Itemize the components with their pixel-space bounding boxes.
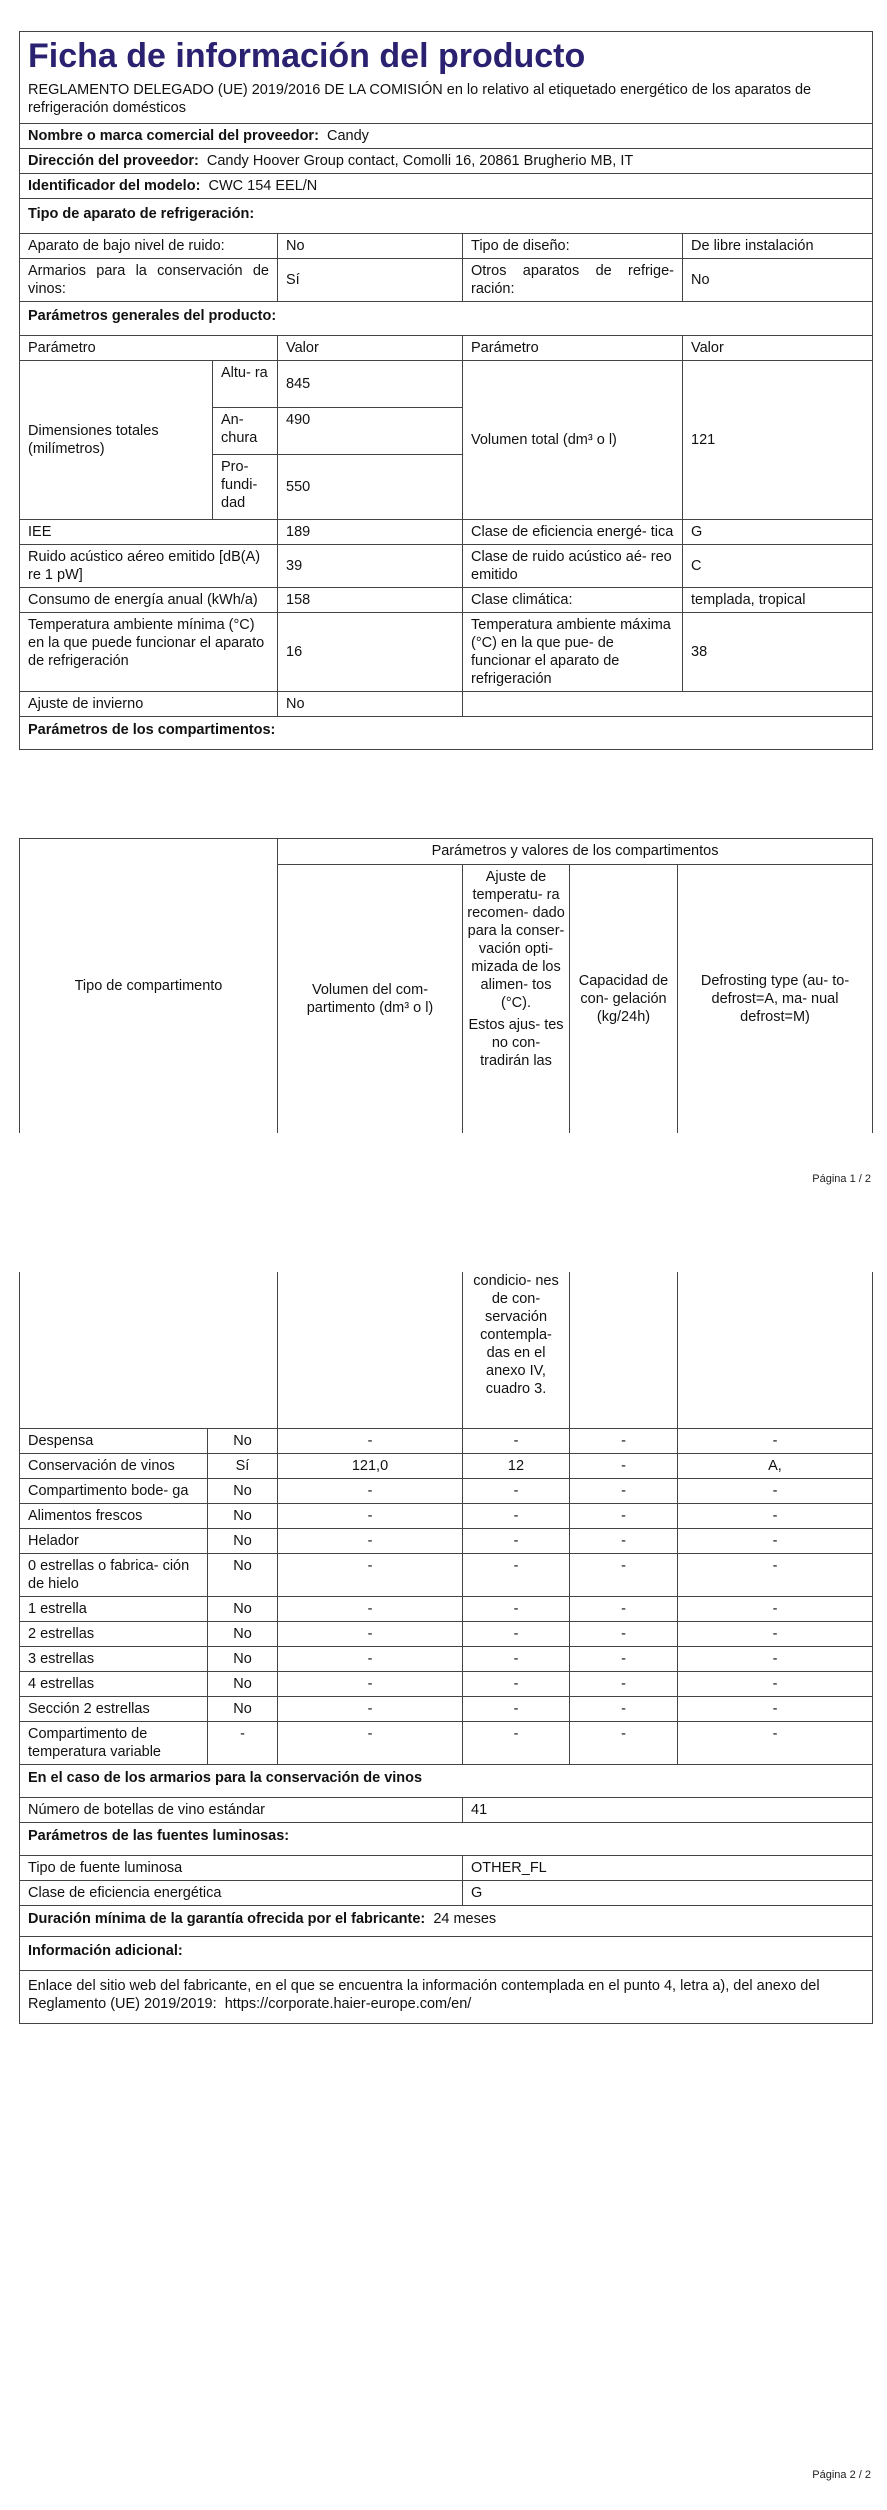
compartment-volume: 121,0 (278, 1454, 463, 1479)
compartment-present: No (208, 1647, 278, 1672)
width-value: 490 (278, 408, 463, 455)
compartment-type-header: Tipo de compartimento (20, 839, 278, 1134)
compartment-defrost: - (678, 1597, 873, 1622)
compartment-present: No (208, 1429, 278, 1454)
max-temp-label: Temperatura ambiente máxima (°C) en la que pue- de funcionar el aparato de refrigeración (463, 613, 683, 692)
compartment-temp: - (463, 1429, 570, 1454)
compartment-temp: - (463, 1554, 570, 1597)
compartment-volume: - (278, 1647, 463, 1672)
supplier-name-label: Nombre o marca comercial del proveedor: (28, 128, 319, 144)
compartment-present: No (208, 1697, 278, 1722)
climate-class-label: Clase climática: (463, 588, 683, 613)
compartment-row (20, 1597, 873, 1622)
compartment-name: Despensa (20, 1429, 208, 1454)
compartment-freezing: - (570, 1597, 678, 1622)
compartment-volume-header: Volumen del com- partimento (dm³ o l) (278, 865, 463, 1134)
compartment-name: Compartimento bode- ga (20, 1479, 208, 1504)
compartment-temp: - (463, 1597, 570, 1622)
supplier-address-value: Candy Hoover Group contact, Comolli 16, 20861 Brugherio MB, IT (206, 153, 634, 169)
compartment-volume: - (278, 1479, 463, 1504)
supplier-name-value: Candy (326, 128, 369, 144)
compartment-freezing: - (570, 1722, 678, 1765)
compartment-type-header-cont (20, 1272, 278, 1429)
compartment-defrost: - (678, 1672, 873, 1697)
page-number-2: Página 2 / 2 (812, 2469, 871, 2481)
param-header: Parámetro (20, 336, 278, 361)
light-class-label: Clase de eficiencia energética (20, 1881, 463, 1906)
design-type-label: Tipo de diseño: (463, 234, 683, 259)
compartment-freezing: - (570, 1454, 678, 1479)
regulation-text (20, 78, 873, 124)
compartment-volume: - (278, 1672, 463, 1697)
eei-label: IEE (20, 520, 278, 545)
noise-label: Ruido acústico aéreo emitido [dB(A) re 1 pW] (20, 545, 278, 588)
noise-class-value: C (683, 545, 873, 588)
compartment-freezing: - (570, 1554, 678, 1597)
other-appliance-value: No (683, 259, 873, 302)
compartments-section: Parámetros de los compartimentos: (20, 717, 873, 750)
freezing-capacity-header-cont (570, 1272, 678, 1429)
light-section: Parámetros de las fuentes luminosas: (20, 1823, 873, 1856)
appliance-type-section: Tipo de aparato de refrigeración: (20, 199, 873, 234)
min-temp-value: 16 (278, 613, 463, 692)
compartment-temp: - (463, 1504, 570, 1529)
compartment-header-page1 (19, 838, 873, 1133)
recommended-temp-header-cont: condicio- nes de con- servación contempla- das en el anexo IV, cuadro 3. (463, 1272, 570, 1429)
wine-cabinet-label: Armarios para la conservación de vinos: (20, 259, 278, 302)
compartment-name: Compartimento de temperatura variable (20, 1722, 208, 1765)
compartment-defrost: - (678, 1429, 873, 1454)
regulation-subject: en lo relativo al etiquetado energético de los aparatos de refrigeración domésticos (28, 82, 812, 116)
compartment-present: No (208, 1597, 278, 1622)
recommended-temp-header (463, 865, 570, 1134)
compartment-name: Alimentos frescos (20, 1504, 208, 1529)
general-params-section: Parámetros generales del producto: (20, 302, 873, 336)
compartment-row (20, 1504, 873, 1529)
compartment-name: 0 estrellas o fabrica- ción de hielo (20, 1554, 208, 1597)
wine-bottles-label: Número de botellas de vino estándar (20, 1798, 463, 1823)
compartment-row (20, 1529, 873, 1554)
compartment-defrost: - (678, 1622, 873, 1647)
supplier-name-row (20, 124, 873, 149)
model-id-value: CWC 154 EEL/N (208, 178, 318, 194)
guarantee-row (20, 1906, 873, 1937)
compartment-freezing: - (570, 1672, 678, 1697)
compartment-present: No (208, 1554, 278, 1597)
compartment-row (20, 1722, 873, 1765)
compartment-row (20, 1672, 873, 1697)
compartment-present: No (208, 1622, 278, 1647)
compartment-volume: - (278, 1529, 463, 1554)
compartment-row (20, 1554, 873, 1597)
compartment-present: No (208, 1504, 278, 1529)
dimensions-label: Dimensiones totales (milímetros) (20, 361, 213, 520)
value-header-2: Valor (683, 336, 873, 361)
page-number-1: Página 1 / 2 (812, 1173, 871, 1185)
compartment-defrost: - (678, 1697, 873, 1722)
compartment-defrost: - (678, 1529, 873, 1554)
width-label: An- chura (213, 408, 278, 455)
compartment-freezing: - (570, 1647, 678, 1672)
compartment-freezing: - (570, 1697, 678, 1722)
compartment-table-page2 (19, 1272, 873, 2024)
low-noise-label: Aparato de bajo nivel de ruido: (20, 234, 278, 259)
consumption-label: Consumo de energía anual (kWh/a) (20, 588, 278, 613)
additional-info-text (20, 1971, 873, 2024)
compartment-row (20, 1454, 873, 1479)
total-volume-label: Volumen total (dm³ o l) (463, 361, 683, 520)
compartment-temp: - (463, 1697, 570, 1722)
compartment-rows (20, 1429, 873, 1765)
manufacturer-url: https://corporate.haier-europe.com/en/ (224, 1996, 472, 2012)
compartment-volume: - (278, 1554, 463, 1597)
compartment-volume: - (278, 1429, 463, 1454)
light-type-value: OTHER_FL (463, 1856, 873, 1881)
depth-value: 550 (278, 455, 463, 520)
wine-cabinet-value: Sí (278, 259, 463, 302)
guarantee-value: 24 meses (433, 1911, 497, 1927)
compartment-temp: - (463, 1529, 570, 1554)
climate-class-value: templada, tropical (683, 588, 873, 613)
compartment-present: - (208, 1722, 278, 1765)
compartment-volume: - (278, 1722, 463, 1765)
compartment-volume: - (278, 1622, 463, 1647)
other-appliance-label: Otros aparatos de refrige- ración: (463, 259, 683, 302)
compartment-defrost: - (678, 1554, 873, 1597)
compartment-name: Helador (20, 1529, 208, 1554)
compartment-volume: - (278, 1504, 463, 1529)
compartment-freezing: - (570, 1429, 678, 1454)
compartment-row (20, 1429, 873, 1454)
compartment-defrost: - (678, 1722, 873, 1765)
wine-section: En el caso de los armarios para la conservación de vinos (20, 1765, 873, 1798)
supplier-address-label: Dirección del proveedor: (28, 153, 199, 169)
compartment-temp: - (463, 1479, 570, 1504)
min-temp-label: Temperatura ambiente mínima (°C) en la que puede funcionar el aparato de refrigeración (20, 613, 278, 692)
compartment-row (20, 1622, 873, 1647)
design-type-value: De libre instalación (683, 234, 873, 259)
compartment-name: 3 estrellas (20, 1647, 208, 1672)
guarantee-label: Duración mínima de la garantía ofrecida por el fabricante: (28, 1911, 426, 1927)
compartment-defrost: - (678, 1504, 873, 1529)
winter-setting-value: No (278, 692, 463, 717)
compartment-defrost: - (678, 1647, 873, 1672)
height-value: 845 (278, 361, 463, 408)
max-temp-value: 38 (683, 613, 873, 692)
noise-value: 39 (278, 545, 463, 588)
regulation-title: REGLAMENTO DELEGADO (UE) 2019/2016 DE LA COMISIÓN (28, 82, 443, 98)
page-2 (0, 1208, 887, 2510)
model-id-label: Identificador del modelo: (28, 178, 201, 194)
defrost-type-header: Defrosting type (au- to-defrost=A, ma- nual defrost=M) (678, 865, 873, 1134)
compartment-row (20, 1647, 873, 1672)
efficiency-class-label: Clase de eficiencia energé- tica (463, 520, 683, 545)
light-class-value: G (463, 1881, 873, 1906)
supplier-address-row (20, 149, 873, 174)
compartment-defrost: A, (678, 1454, 873, 1479)
compartment-volume: - (278, 1597, 463, 1622)
light-type-label: Tipo de fuente luminosa (20, 1856, 463, 1881)
param-header-2: Parámetro (463, 336, 683, 361)
compartment-present: No (208, 1479, 278, 1504)
compartment-freezing: - (570, 1479, 678, 1504)
compartment-freezing: - (570, 1504, 678, 1529)
depth-label: Pro- fundi- dad (213, 455, 278, 520)
compartment-present: No (208, 1672, 278, 1697)
product-info-table-page1 (19, 31, 873, 750)
eei-value: 189 (278, 520, 463, 545)
compartment-name: 1 estrella (20, 1597, 208, 1622)
compartment-present: Sí (208, 1454, 278, 1479)
compartment-name: Conservación de vinos (20, 1454, 208, 1479)
compartment-name: 2 estrellas (20, 1622, 208, 1647)
compartment-temp: - (463, 1647, 570, 1672)
compartment-freezing: - (570, 1529, 678, 1554)
height-label: Altu- ra (213, 361, 278, 408)
efficiency-class-value: G (683, 520, 873, 545)
compartment-freezing: - (570, 1622, 678, 1647)
compartment-row (20, 1697, 873, 1722)
compartment-name: Sección 2 estrellas (20, 1697, 208, 1722)
consumption-value: 158 (278, 588, 463, 613)
additional-info-body: Enlace del sitio web del fabricante, en el que se encuentra la información contemplada en el punto 4, letra a), del anexo del Reglamento (UE) 2019/2019: (28, 1978, 820, 2012)
compartment-temp: 12 (463, 1454, 570, 1479)
winter-empty-cell (463, 692, 873, 717)
freezing-capacity-header: Capacidad de con- gelación (kg/24h) (570, 865, 678, 1134)
compartment-temp: - (463, 1722, 570, 1765)
low-noise-value: No (278, 234, 463, 259)
value-header: Valor (278, 336, 463, 361)
winter-setting-label: Ajuste de invierno (20, 692, 278, 717)
page-title: Ficha de información del producto (20, 32, 873, 79)
model-id-row (20, 174, 873, 199)
recommended-temp-header-part1: Ajuste de temperatu- ra recomen- dado para la conser- vación opti- mizada de los alimen- tos (°C). (467, 869, 565, 1011)
compartment-temp: - (463, 1672, 570, 1697)
compartment-group-header: Parámetros y valores de los compartimentos (278, 839, 873, 865)
recommended-temp-header-part2: Estos ajus- tes no con- tradirán las (468, 1017, 564, 1069)
compartment-present: No (208, 1529, 278, 1554)
compartment-temp: - (463, 1622, 570, 1647)
compartment-volume-header-cont (278, 1272, 463, 1429)
additional-info-section: Información adicional: (20, 1937, 873, 1971)
noise-class-label: Clase de ruido acústico aé- reo emitido (463, 545, 683, 588)
defrost-type-header-cont (678, 1272, 873, 1429)
total-volume-value: 121 (683, 361, 873, 520)
page-1 (0, 0, 887, 1208)
wine-bottles-value: 41 (463, 1798, 873, 1823)
compartment-row (20, 1479, 873, 1504)
compartment-defrost: - (678, 1479, 873, 1504)
compartment-volume: - (278, 1697, 463, 1722)
compartment-name: 4 estrellas (20, 1672, 208, 1697)
